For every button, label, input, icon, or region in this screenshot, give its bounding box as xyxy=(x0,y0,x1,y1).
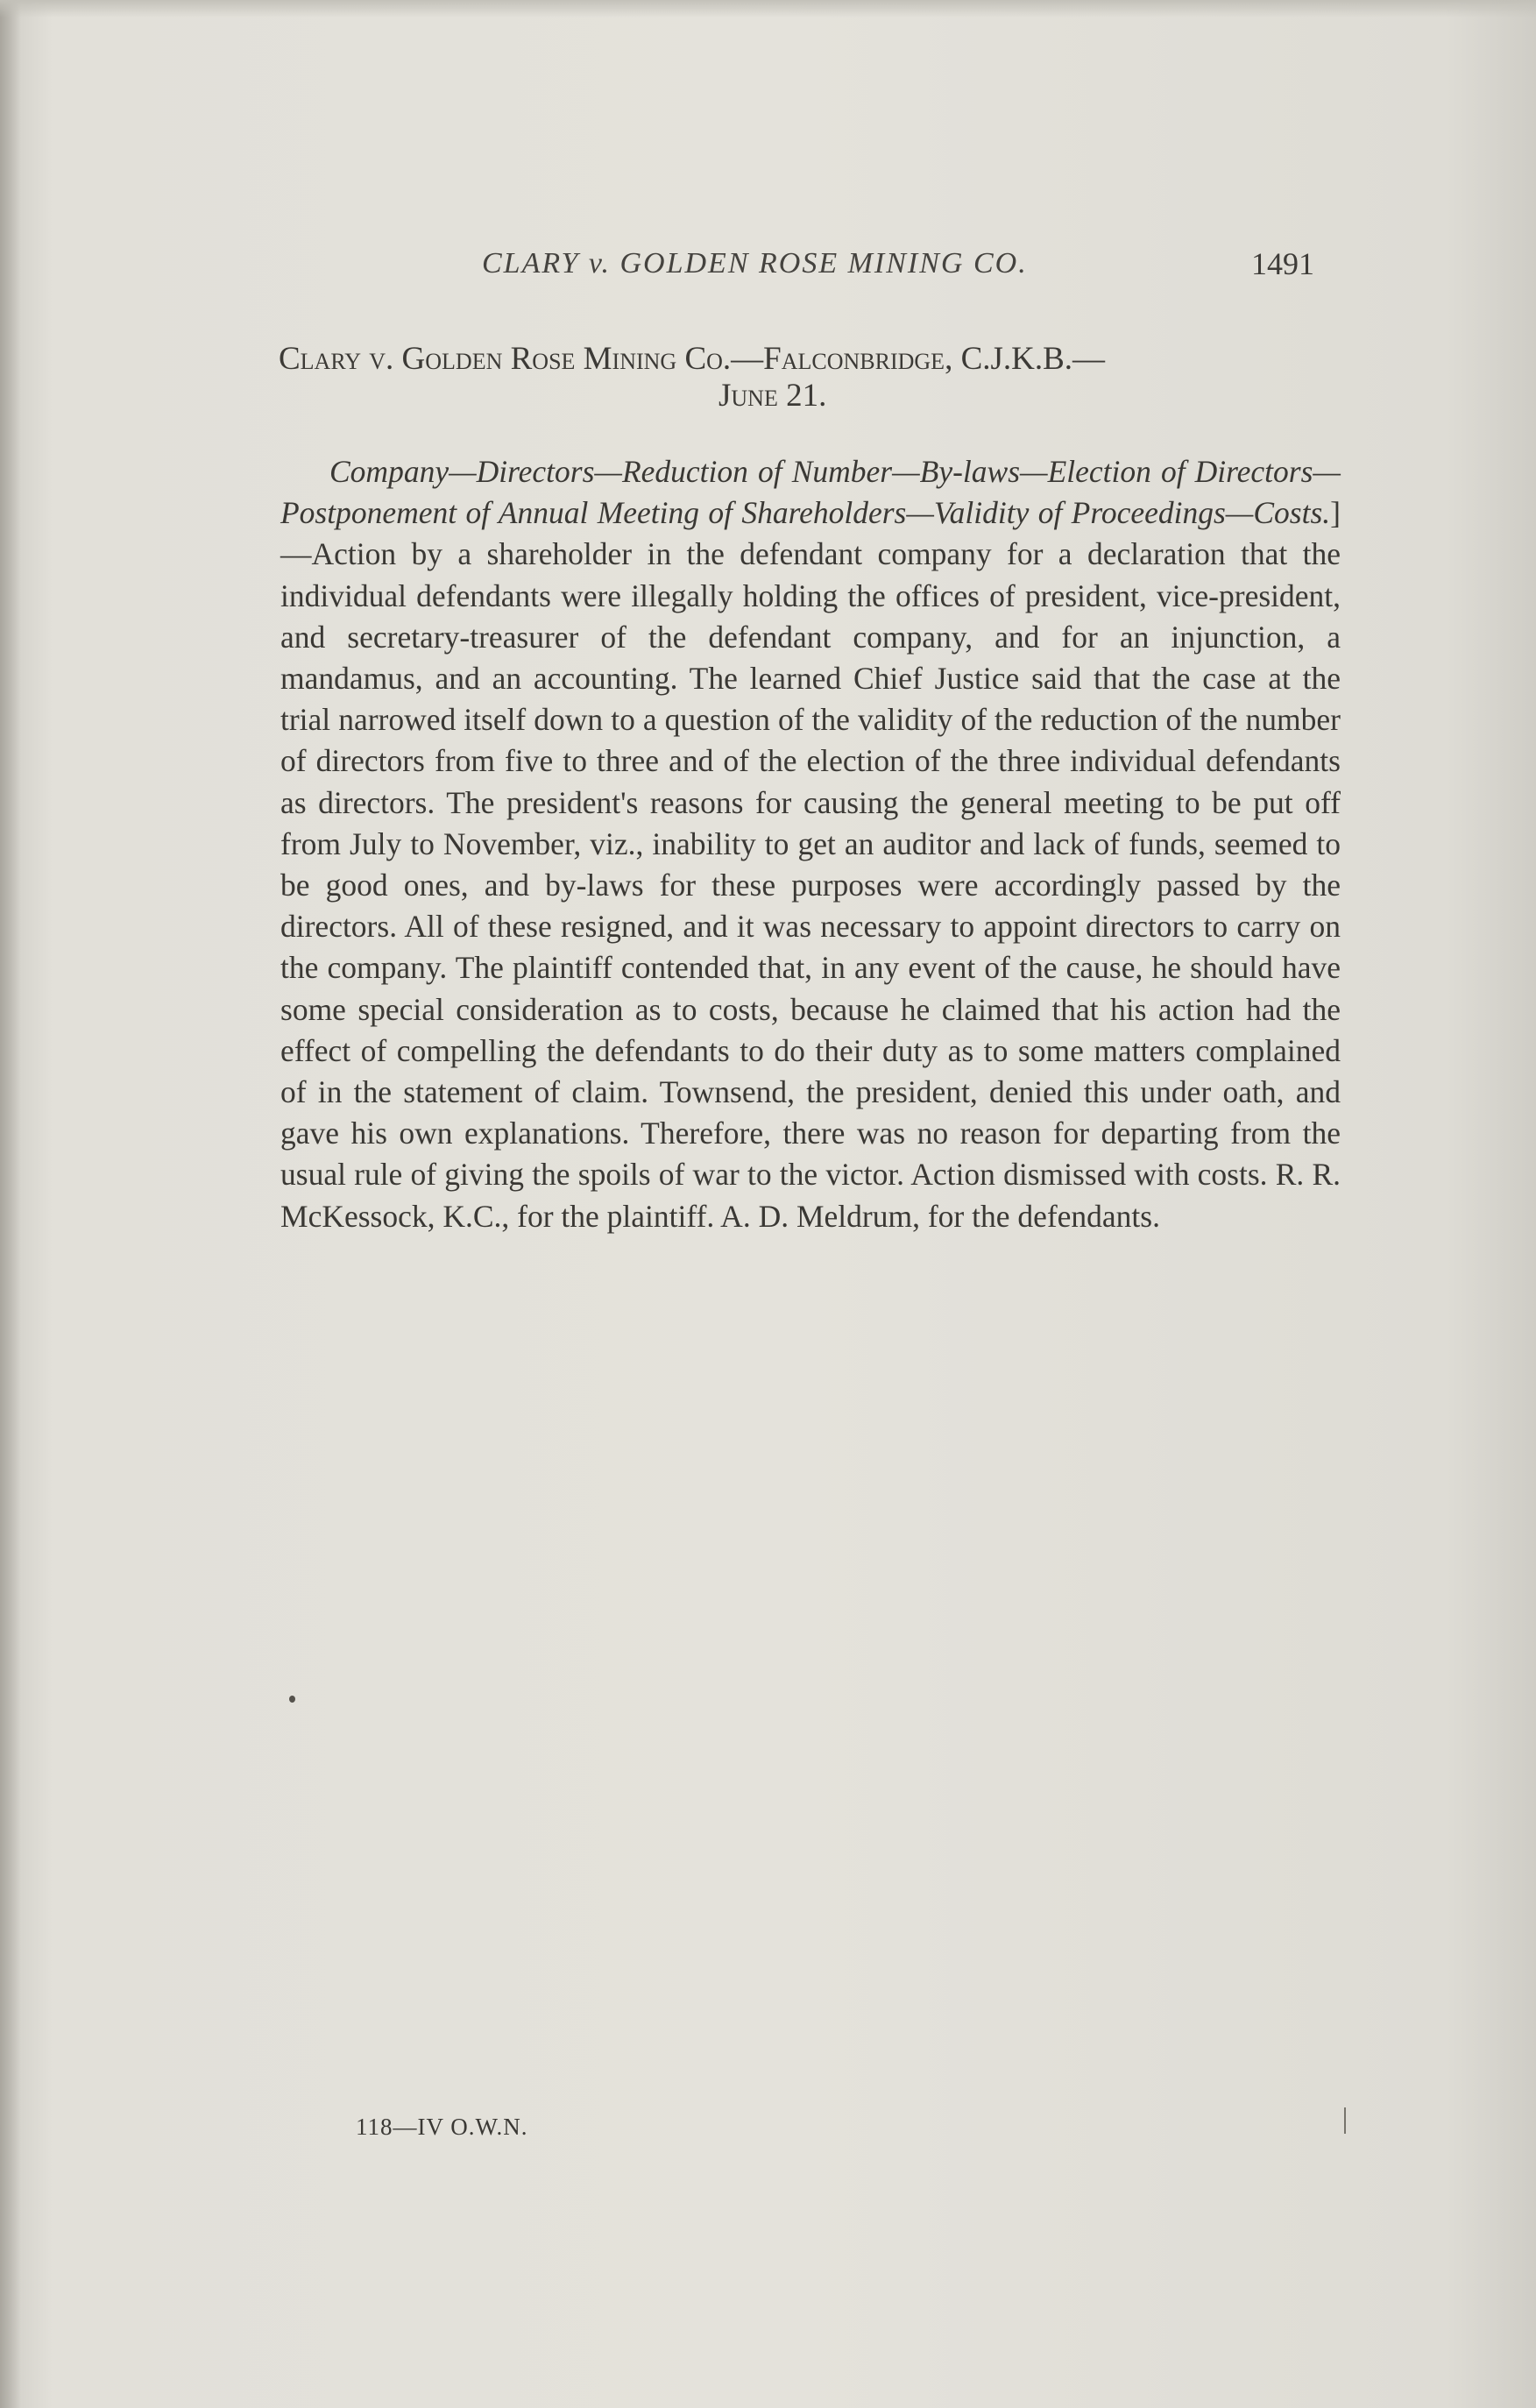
page-number: 1491 xyxy=(1251,246,1314,281)
headnote: Company—Directors—Reduction of Number—By-laws—Election of Directors—Postponement of Annual Meeting of Shareholders—Validity of Proceedings—Costs. xyxy=(280,454,1341,531)
ink-speck xyxy=(289,1696,295,1703)
running-head: CLARY v. GOLDEN ROSE MINING CO. xyxy=(482,247,1028,280)
top-edge-shadow xyxy=(0,0,1536,18)
report-text: ]—Action by a shareholder in the defendant company for a declaration that the individual defendants were illegally holding the offices of president, vice-president, and secretary-treasurer of the defendant company, and for an injunction, a mandamus, and an accounting. The learned Chief Justice said that the case at the trial narrowed itself down to a question of the validity of the reduction of the number of directors from five to three and of the election of the three individual defendants as directors. The president's reasons for causing the general meeting to be put off from July to November, viz., inability to get an auditor and lack of funds, seemed to be good ones, and by-laws for these purposes were accordingly passed by the directors. All of these resigned, and it was necessary to appoint directors to carry on the company. The plaintiff contended that, in any event of the cause, he should have some special consideration as to costs, because he claimed that his action had the effect of compelling the defendants to do their duty as to some matters complained of in the statement of claim. Townsend, the president, denied this under oath, and gave his own explanations. Therefore, there was no reason for departing from the usual rule of giving the spoils of war to the victor. Action dismissed with costs. R. R. McKessock, K.C., for the plaintiff. A. D. Meldrum, for the defendants. xyxy=(280,495,1341,1234)
signature-mark: 118—IV O.W.N. xyxy=(356,2114,528,2140)
case-report-body xyxy=(280,451,1341,1237)
case-date: June 21. xyxy=(718,378,827,414)
case-title: Clary v. Golden Rose Mining Co.—Falconbridge, C.J.K.B.— xyxy=(279,341,1106,377)
margin-mark xyxy=(1344,2107,1346,2134)
binding-shadow xyxy=(0,0,21,2408)
